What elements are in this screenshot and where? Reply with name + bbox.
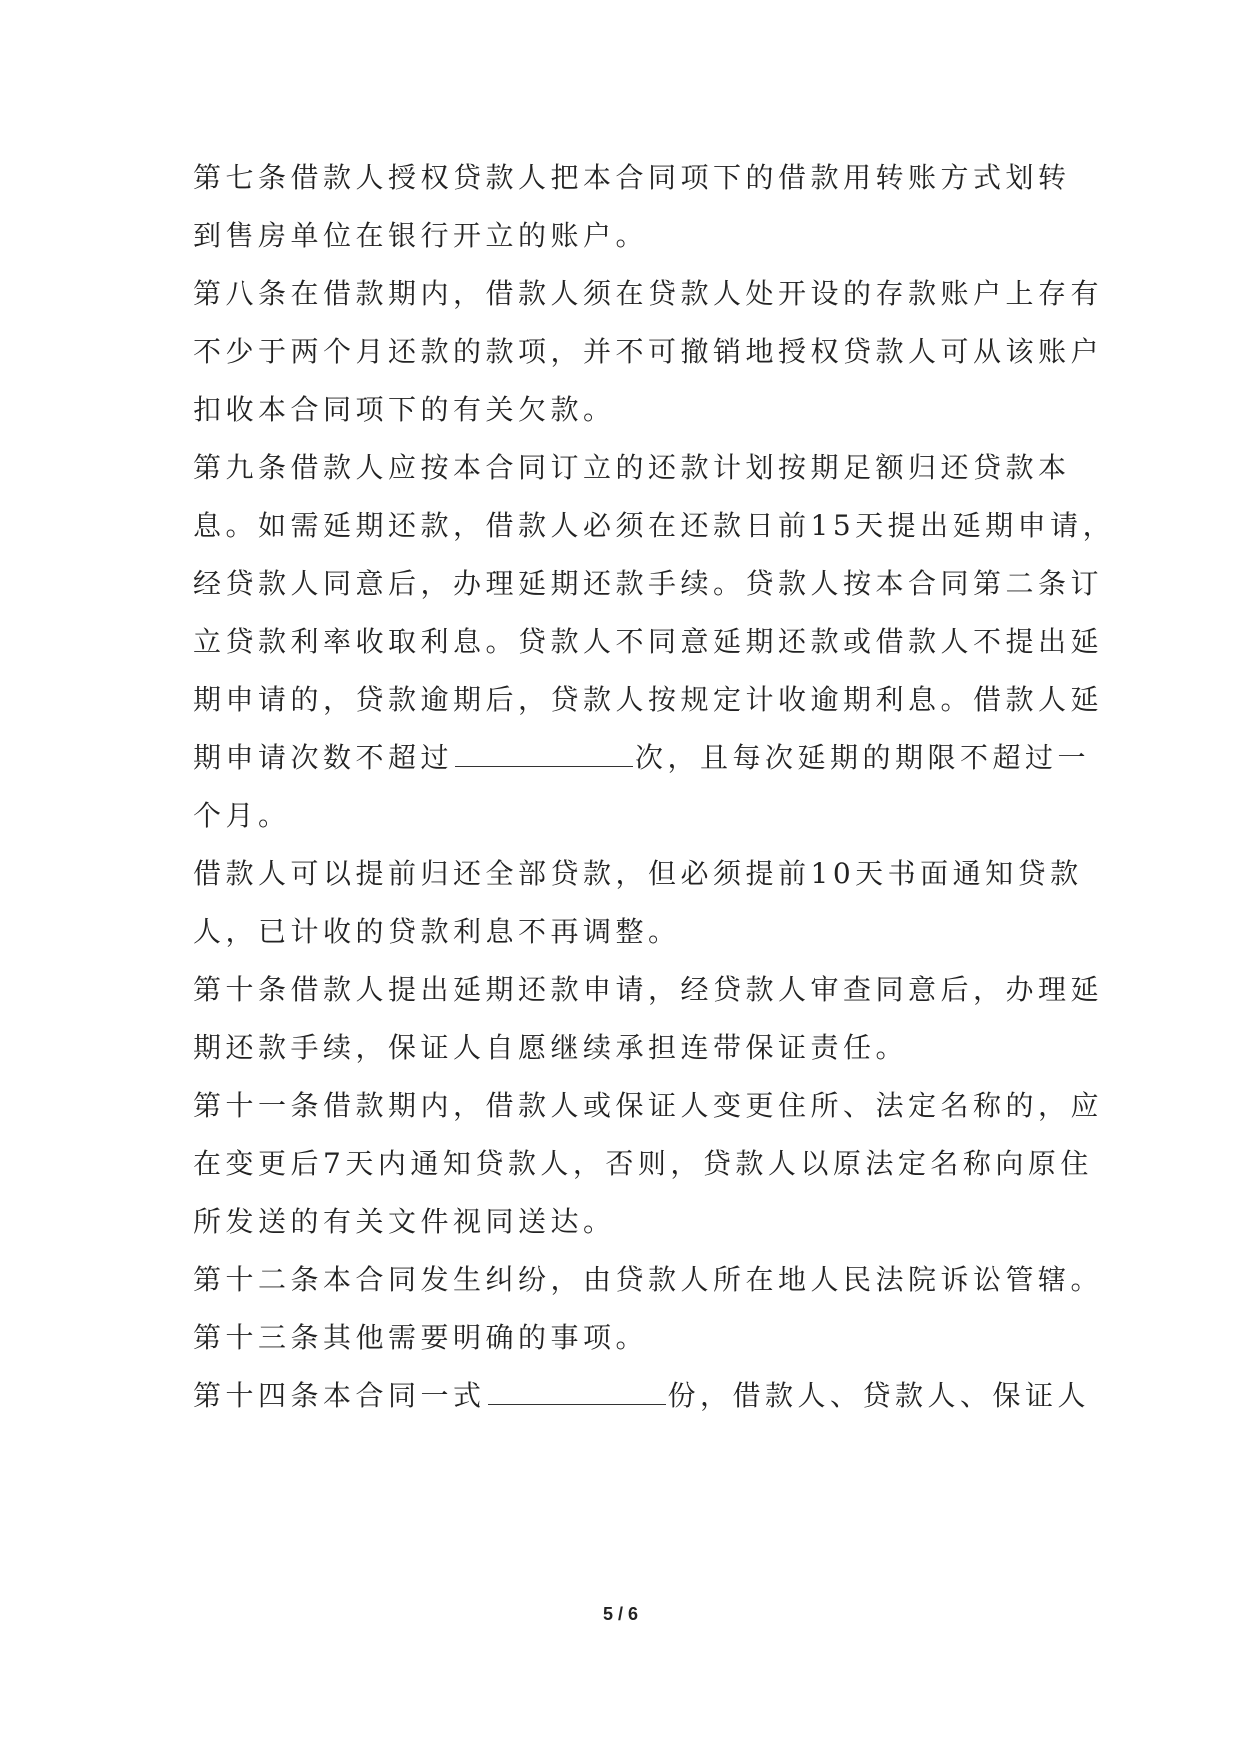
fill-in-blank: [488, 1376, 666, 1405]
text-line: 到售房单位在银行开立的账户。: [193, 219, 649, 252]
text-line: 在变更后7天内通知贷款人，否则，贷款人以原法定名称向原住: [193, 1147, 1093, 1180]
text-line: 第十条借款人提出延期还款申请，经贷款人审查同意后，办理延: [193, 973, 1104, 1006]
fill-in-blank: [455, 738, 633, 767]
text-segment: 次，且每次延期的期限不超过一: [635, 741, 1091, 774]
text-segment: 第十四条本合同一式: [193, 1379, 486, 1412]
text-line: 期还款手续，保证人自愿继续承担连带保证责任。: [193, 1031, 909, 1064]
text-line: 个月。: [193, 799, 291, 832]
page-indicator: 5 / 6: [602, 1604, 639, 1624]
text-line: 第十三条其他需要明确的事项。: [193, 1321, 649, 1354]
text-line-with-blank: [193, 1376, 1090, 1416]
text-line: 第七条借款人授权贷款人把本合同项下的借款用转账方式划转: [193, 161, 1071, 194]
text-line: 借款人可以提前归还全部贷款，但必须提前10天书面通知贷款: [193, 857, 1083, 890]
text-line: 第九条借款人应按本合同订立的还款计划按期足额归还贷款本: [193, 451, 1071, 484]
text-line: 所发送的有关文件视同送达。: [193, 1205, 616, 1238]
text-line: 不少于两个月还款的款项，并不可撤销地授权贷款人可从该账户: [193, 335, 1104, 368]
text-line: 人，已计收的贷款利息不再调整。: [193, 915, 681, 948]
text-segment: 份，借款人、贷款人、保证人: [667, 1379, 1091, 1412]
text-line: 扣收本合同项下的有关欠款。: [193, 393, 616, 426]
text-line: 第十一条借款期内，借款人或保证人变更住所、法定名称的，应: [193, 1089, 1104, 1122]
text-line-with-blank: [193, 738, 1090, 778]
text-line: 息。如需延期还款，借款人必须在还款日前15天提出延期申请，: [193, 509, 1116, 542]
text-line: 期申请的，贷款逾期后，贷款人按规定计收逾期利息。借款人延: [193, 683, 1104, 716]
text-line: 第八条在借款期内，借款人须在贷款人处开设的存款账户上存有: [193, 277, 1104, 310]
text-line: 经贷款人同意后，办理延期还款手续。贷款人按本合同第二条订: [193, 567, 1104, 600]
text-line: 立贷款利率收取利息。贷款人不同意延期还款或借款人不提出延: [193, 625, 1104, 658]
text-line: 第十二条本合同发生纠纷，由贷款人所在地人民法院诉讼管辖。: [193, 1263, 1104, 1296]
text-segment: 期申请次数不超过: [193, 741, 454, 774]
